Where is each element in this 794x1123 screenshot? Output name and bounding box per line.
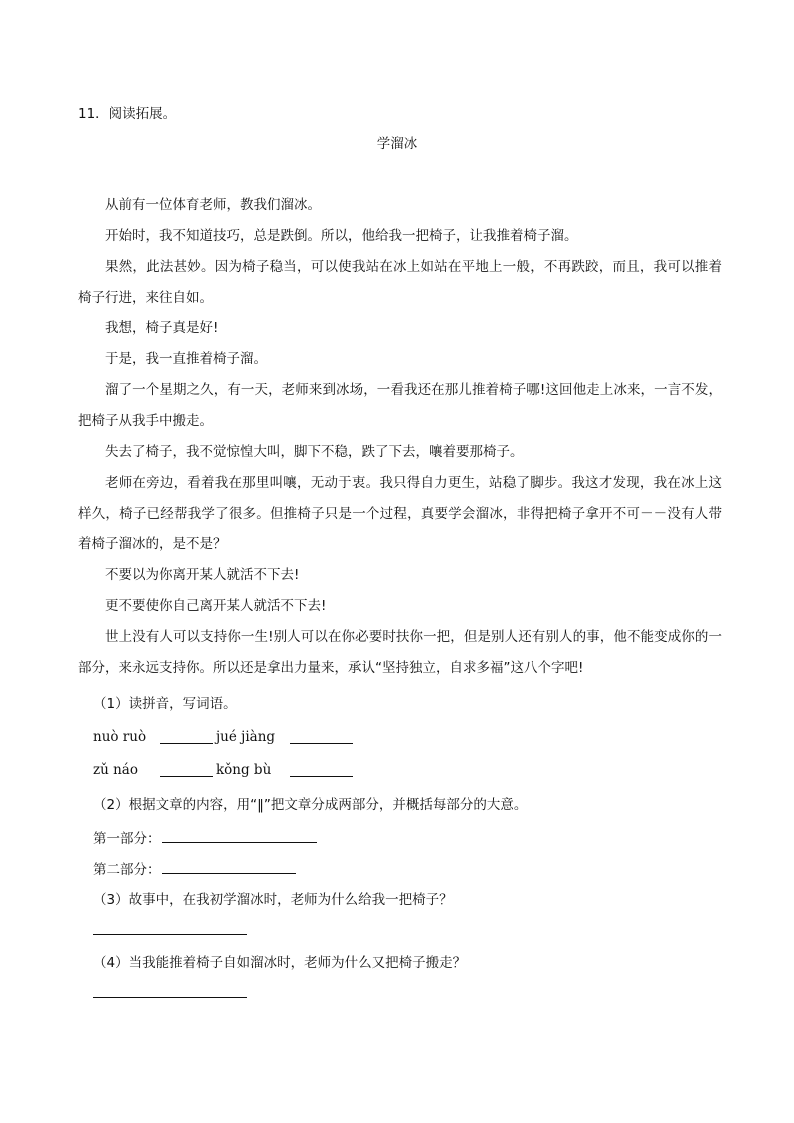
paragraph-9: 不要以为你离开某人就活不下去! xyxy=(105,567,300,583)
paragraph-5: 于是，我一直推着椅子溜。 xyxy=(105,351,267,367)
answer-blank-2[interactable] xyxy=(290,743,353,744)
sub-question-1-label: （1）读拼音，写词语。 xyxy=(93,696,237,712)
answer-blank-4[interactable] xyxy=(290,776,353,777)
part-2-label: 第二部分： xyxy=(93,862,161,878)
paragraph-7: 失去了椅子，我不觉惊惶大叫，脚下不稳，跌了下去，嚷着要那椅子。 xyxy=(105,444,524,460)
sub-question-4-label: （4）当我能推着椅子自如溜冰时，老师为什么又把椅子搬走？ xyxy=(93,955,467,971)
pinyin-row-2 xyxy=(93,762,393,782)
paragraph-11: 世上没有人可以支持你一生!别人可以在你必要时扶你一把，但是别人还有别人的事，他不能变成你的一部分，来永远支持你。所以还是拿出力量来，承认“坚持独立，自求多福”这八个字吧! xyxy=(78,629,722,676)
paragraph-6: 溜了一个星期之久，有一天，老师来到冰场，一看我还在那儿推着椅子哪!这回他走上冰来，一言不发，把椅子从我手中搬走。 xyxy=(78,382,722,429)
paragraph-3: 果然，此法甚妙。因为椅子稳当，可以使我站在冰上如站在平地上一般，不再跌跤，而且，我可以推着椅子行进，来往自如。 xyxy=(78,259,722,306)
article-title: 学溜冰 xyxy=(376,136,418,152)
paragraph-2: 开始时，我不知道技巧，总是跌倒。所以，他给我一把椅子，让我推着椅子溜。 xyxy=(105,228,578,244)
paragraph-1: 从前有一位体育老师，教我们溜冰。 xyxy=(105,197,321,213)
part-1-label: 第一部分： xyxy=(93,831,161,847)
q4-answer-line[interactable] xyxy=(93,997,247,998)
question-number: 11．阅读拓展。 xyxy=(78,106,177,122)
part-2-answer-line[interactable] xyxy=(162,873,296,874)
paragraph-4: 我想，椅子真是好! xyxy=(105,320,219,336)
pinyin-kong-bu: kǒng bù xyxy=(216,762,272,778)
paragraph-8: 老师在旁边，看着我在那里叫嚷，无动于衷。我只得自力更生，站稳了脚步。我这才发现，我在冰上这样久，椅子已经帮我学了很多。但推椅子只是一个过程，真要学会溜冰，非得把椅子拿开不可－－没有人带着椅子溜冰的，是不是？ xyxy=(78,475,722,552)
part-1-answer-line[interactable] xyxy=(162,842,317,843)
sub-question-2-label: （2）根据文章的内容，用“‖”把文章分成两部分，并概括每部分的大意。 xyxy=(93,797,528,813)
pinyin-jue-jiang: jué jiàng xyxy=(216,729,276,745)
sub-question-3-label: （3）故事中，在我初学溜冰时，老师为什么给我一把椅子？ xyxy=(93,892,453,908)
pinyin-zu-nao: zǔ náo xyxy=(93,762,138,778)
q3-answer-line[interactable] xyxy=(93,934,247,935)
answer-blank-1[interactable] xyxy=(160,743,213,744)
pinyin-row-1 xyxy=(93,729,393,749)
answer-blank-3[interactable] xyxy=(160,776,213,777)
pinyin-nuo-ruo: nuò ruò xyxy=(93,729,147,745)
paragraph-10: 更不要使你自己离开某人就活不下去! xyxy=(105,598,327,614)
